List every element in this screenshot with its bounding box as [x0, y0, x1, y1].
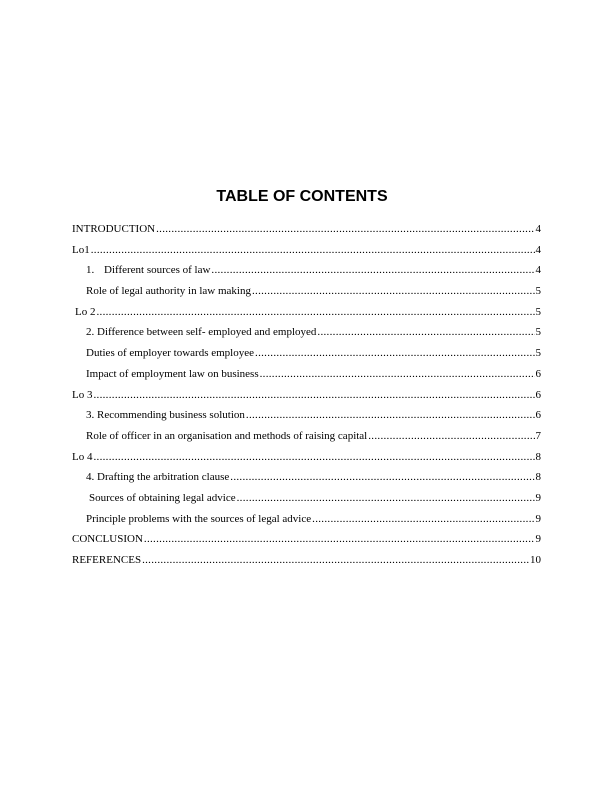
toc-page-number: 6 — [535, 409, 541, 422]
toc-list — [72, 219, 541, 571]
toc-dot-leader — [312, 509, 534, 530]
toc-entry-label: Lo 2 — [75, 305, 96, 318]
toc-page-number: 9 — [535, 512, 541, 525]
toc-page-number: 8 — [535, 471, 541, 484]
toc-page-number: 10 — [530, 554, 541, 566]
toc-dot-leader — [96, 302, 534, 323]
toc-entry-label: 2. Difference between self- employed and employed — [86, 326, 317, 339]
toc-entry-label: REFERENCES — [72, 554, 142, 566]
toc-dot-leader — [317, 322, 534, 343]
toc-page-number: 6 — [535, 388, 541, 401]
toc-entry-label: Lo 3 — [72, 388, 93, 401]
toc-entry[interactable] — [72, 302, 541, 323]
toc-entry[interactable] — [72, 488, 541, 509]
toc-entry[interactable] — [72, 219, 541, 240]
toc-dot-leader — [93, 385, 534, 406]
toc-entry[interactable] — [72, 550, 541, 571]
toc-entry[interactable] — [72, 281, 541, 302]
toc-entry-label: CONCLUSION — [72, 533, 143, 546]
toc-entry[interactable] — [72, 447, 541, 468]
toc-entry[interactable] — [72, 260, 541, 281]
toc-entry[interactable] — [72, 405, 541, 426]
toc-page-number: 9 — [535, 491, 541, 504]
toc-entry-label: Sources of obtaining legal advice — [89, 491, 236, 504]
toc-dot-leader — [368, 426, 534, 447]
toc-entry-label: INTRODUCTION — [72, 223, 156, 235]
toc-dot-leader — [230, 467, 534, 488]
toc-entry-number: 1. — [86, 264, 95, 277]
toc-entry[interactable] — [72, 426, 541, 447]
toc-entry[interactable] — [72, 385, 541, 406]
toc-entry-label: Different sources of law — [104, 264, 211, 277]
toc-page-number: 5 — [535, 326, 541, 339]
toc-entry[interactable] — [72, 467, 541, 488]
toc-dot-leader — [246, 405, 535, 426]
toc-dot-leader — [156, 219, 534, 240]
toc-page-number: 5 — [535, 285, 541, 298]
toc-entry-label: Impact of employment law on business — [86, 367, 259, 380]
toc-entry[interactable] — [72, 529, 541, 550]
toc-entry[interactable] — [72, 364, 541, 385]
toc-page-number: 9 — [535, 533, 541, 546]
toc-page-number: 4 — [535, 264, 541, 277]
toc-page-number: 4 — [535, 243, 541, 256]
toc-entry[interactable] — [72, 509, 541, 530]
toc-entry-label: 3. Recommending business solution — [86, 409, 245, 422]
toc-dot-leader — [211, 260, 534, 281]
toc-page-number: 8 — [535, 450, 541, 463]
toc-page-number: 5 — [535, 305, 541, 318]
toc-dot-leader — [252, 281, 535, 302]
toc-entry[interactable] — [72, 240, 541, 261]
toc-dot-leader — [255, 343, 534, 364]
toc-dot-leader — [142, 550, 529, 571]
toc-title: TABLE OF CONTENTS — [216, 188, 388, 205]
toc-entry-label: Role of officer in an organisation and methods of raising capital — [86, 429, 368, 442]
toc-entry-label: 4. Drafting the arbitration clause — [86, 471, 230, 484]
toc-dot-leader — [144, 529, 535, 550]
toc-dot-leader — [260, 364, 535, 385]
toc-dot-leader — [237, 488, 535, 509]
toc-entry-label: Lo 4 — [72, 450, 93, 463]
toc-entry-label: Duties of employer towards employee — [86, 347, 255, 360]
toc-page-number: 7 — [535, 429, 541, 442]
toc-entry[interactable] — [72, 343, 541, 364]
toc-entry-label: Lo1 — [72, 243, 90, 256]
toc-dot-leader — [93, 447, 534, 468]
toc-entry[interactable] — [72, 322, 541, 343]
toc-page-number: 6 — [535, 367, 541, 380]
toc-page-number: 5 — [535, 347, 541, 360]
toc-entry-label: Role of legal authority in law making — [86, 285, 251, 298]
toc-entry-label: Principle problems with the sources of legal advice — [86, 512, 312, 525]
toc-dot-leader — [91, 240, 535, 261]
toc-page-number: 4 — [535, 223, 541, 235]
